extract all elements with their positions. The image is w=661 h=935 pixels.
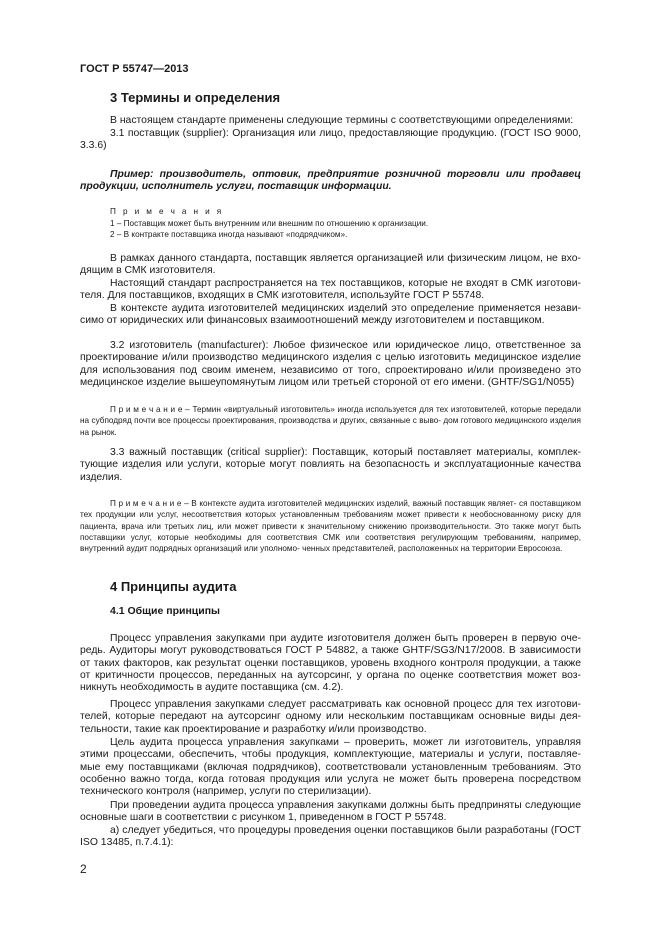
paragraph-4-c: Цель аудита процесса управления закупками – проверить, может ли изготовитель, управляя этими процессами, обеспечить, чтобы продукция, комплектующие, материалы и услуги, поставляе- мые ему поставщиками (включая подрядчиков), соответствовали установленным требованиям. Это особенно важно тогда, когда готовая продукция или услуга не может быть проверена посредством технического контроля (например, услуги по стерилизации). [80, 737, 581, 798]
term-3-1: 3.1 поставщик (supplier): Организация или лицо, предоставляющие продукцию. (ГОСТ ISO 9000, 3.3.6) [80, 128, 581, 152]
note-2: 2 – В контракте поставщика иногда называют «подрядчиком». [110, 230, 348, 239]
section-3-title: 3 Термины и определения [110, 90, 281, 105]
section-4-1-title: 4.1 Общие принципы [110, 605, 221, 617]
note-1: 1 – Поставщик может быть внутренним или внешним по отношению к организации. [110, 219, 429, 228]
standard-code: ГОСТ Р 55747—2013 [80, 63, 189, 75]
paragraph-3-a: В рамках данного стандарта, поставщик является организацией или физическим лицом, не вхо- дящим в СМК изготовителя. [80, 253, 581, 277]
paragraph-3-b: Настоящий стандарт распространяется на тех поставщиков, которые не входят в СМК изготови- теля. Для поставщиков, входящих в СМК изготовителя, используйте ГОСТ Р 55748. [80, 278, 581, 302]
section-4-title: 4 Принципы аудита [110, 579, 237, 594]
notes-heading: П р и м е ч а н и я [110, 207, 224, 216]
paragraph-4-b: Процесс управления закупками следует рассматривать как основной процесс для тех изготови- телей, которые передают на аутсорсинг одному или нескольким поставщикам основные виды дея- тельности, такие как проектирование и разработку и/или производство. [80, 699, 581, 735]
term-3-3: 3.3 важный поставщик (critical supplier): Поставщик, который поставляет материалы, комплек- тующие изделия или услуги, которые могут повлиять на безопасность и эксплуатационные качества изделия. [80, 447, 581, 483]
note-3-2: П р и м е ч а н и е – Термин «виртуальный изготовитель» иногда используется для тех изготовителей, которые передали на субподряд почти все процессы проектирования, производства и других, связанные с выво- дом готового медицинского изделия на рынок. [80, 405, 581, 437]
note-3-3: П р и м е ч а н и е – В контексте аудита изготовителей медицинских изделий, важный поставщик являет- ся поставщиком тех продукции или услуг, несоответствия которых установленным требованиям может привести к необоснованному риску для пациента, врача или третьих лиц, или может привести к значительному снижению производительности. Это также могут быть поставщики услуг, которые необходимы для соответствия СМК или соответствия регулирующим требованиям, например, внутренний аудит подрядных организаций или уполномо- ченных представителей, расположенных на территории Евросоюза. [80, 499, 581, 554]
page-number: 2 [80, 862, 87, 876]
example-text: Пример: производитель, оптовик, предприятие розничной торговли или продавец продукции, исполнитель услуги, поставщик информации. [80, 169, 581, 193]
section-3-intro: В настоящем стандарте применены следующие термины с соответствующими определениями: [110, 115, 574, 126]
paragraph-3-c: В контексте аудита изготовителей медицинских изделий это определение применяется незави- симо от юридических или финансовых взаимоотношений между изготовителем и поставщиком. [80, 303, 581, 327]
paragraph-4-e: а) следует убедиться, что процедуры проведения оценки поставщиков были разработаны (ГОСТ ISO 13485, п.7.4.1): [80, 825, 581, 849]
term-3-2: 3.2 изготовитель (manufacturer): Любое физическое или юридическое лицо, ответственное за проектирование и/или производство медицинского изделия с целью изготовить медицинское изделие для использования под своим именем, независимо от того, спроектировано и/или произведено это медицинское изделие вышеупомянутым лицом или третьей стороной от его имени. (GHTF/SG1/N055) [80, 340, 581, 388]
paragraph-4-a: Процесс управления закупками при аудите изготовителя должен быть проверен в первую оче- редь. Аудиторы могут руководствоваться ГОСТ Р 54882, а также GHTF/SG3/N17/2008. В зависимости от таких факторов, как результат оценки поставщиков, уровень входного контроля продукции, а также от критичности процессов, переданных на аутсорсинг, у органа по оценке соответствия может воз- никнуть необходимость в аудите поставщика (см. 4.2). [80, 633, 581, 694]
paragraph-4-d: При проведении аудита процесса управления закупками должны быть предприняты следующие основные шаги в соответствии с рисунком 1, приведенном в ГОСТ Р 55748. [80, 800, 581, 824]
